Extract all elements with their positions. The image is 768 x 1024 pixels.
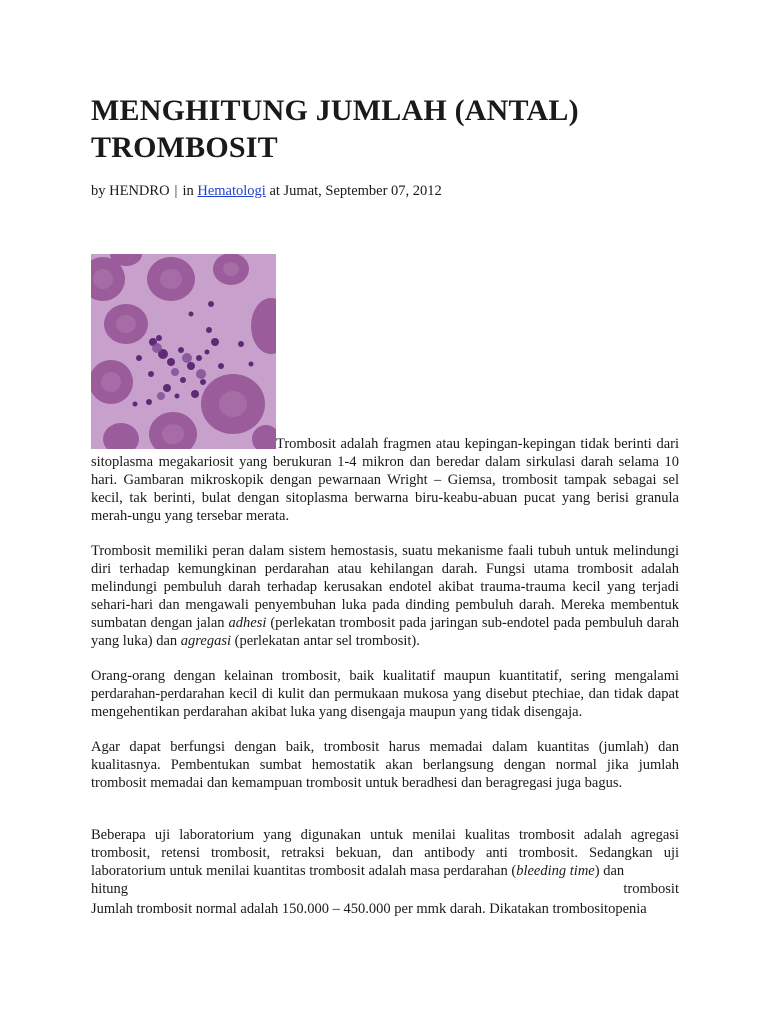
paragraph-1-text: Trombosit adalah fragmen atau kepingan-kepingan tidak berinti dari sitoplasma megakariosit yang berukuran 1-4 mikron dan beredar dalam sirkulasi darah selama 10 hari. Gambaran mikroskopik dengan pewarnaan Wright – Giemsa, trombosit tampak sebagai sel kecil, tak berinti, bulat dengan sitoplasma berwarna biru-keabu-abuan pucat yang berisi granula merah-ungu yang tersebar merata.	[91, 436, 679, 524]
in-label: in	[182, 183, 194, 199]
paragraph-5	[91, 826, 679, 898]
paragraph-5-text-b: ) dan	[594, 863, 625, 879]
paragraph-6: Jumlah trombosit normal adalah 150.000 – 450.000 per mmk darah. Dikatakan trombositopenia	[91, 901, 647, 917]
paragraph-5-text-a: Beberapa uji laboratorium yang digunakan untuk menilai kualitas trombosit adalah agregasi trombosit, retensi trombosit, retraksi bekuan, dan antibody anti trombosit. Sedangkan uji laboratorium untuk menilai kuantitas trombosit adalah masa perdarahan (	[91, 827, 679, 879]
article-title: MENGHITUNG JUMLAH (ANTAL) TROMBOSIT	[91, 94, 579, 164]
paragraph-1	[91, 435, 679, 525]
paragraph-5-last-line	[91, 880, 679, 898]
term-bleeding-time: bleeding time	[516, 863, 595, 879]
meta-separator: |	[174, 183, 178, 199]
blood-smear-micrograph	[91, 254, 276, 449]
post-date: at Jumat, September 07, 2012	[269, 183, 442, 199]
article-meta	[91, 181, 442, 201]
category-link[interactable]: Hematologi	[197, 183, 266, 199]
paragraph-3: Orang-orang dengan kelainan trombosit, baik kualitatif maupun kuantitatif, sering mengalami perdarahan-perdarahan kecil di kulit dan permukaan mukosa yang disebut ptechiae, dan tidak dapat mengehentikan perdarahan akibat luka yang disengaja maupun yang tidak disengaja.	[91, 668, 679, 720]
paragraph-2-text-b: (perlekatan trombosit pada jaringan sub-endotel pada pembuluh darah yang luka) dan	[91, 615, 680, 649]
word-hitung: hitung	[91, 881, 129, 897]
paragraph-2-text-a: Trombosit memiliki peran dalam sistem hemostasis, suatu mekanisme faali tubuh untuk melindungi diri terhadap kemungkinan perdarahan atau kehilangan darah. Fungsi utama trombosit adalah melindungi pembuluh darah terhadap kerusakan endotel akibat trauma-trauma kecil yang terjadi sehari-hari dan mengawali penyembuhan luka pada dinding pembuluh darah. Mereka membentuk sumbatan dengan jalan	[91, 543, 679, 631]
paragraph-2-text-c: (perlekatan antar sel trombosit).	[231, 633, 420, 649]
paragraph-4: Agar dapat berfungsi dengan baik, trombosit harus memadai dalam kuantitas (jumlah) dan kualitasnya. Pembentukan sumbat hemostatik akan berlangsung dengan normal jika jumlah trombosit memadai dan kemampuan trombosit untuk beradhesi dan beragregasi juga bagus.	[91, 739, 679, 791]
term-agregasi: agregasi	[180, 633, 232, 649]
term-adhesi: adhesi	[228, 615, 267, 631]
author: by HENDRO	[91, 183, 170, 199]
word-trombosit: trombosit	[623, 881, 679, 897]
paragraph-2	[91, 542, 679, 650]
